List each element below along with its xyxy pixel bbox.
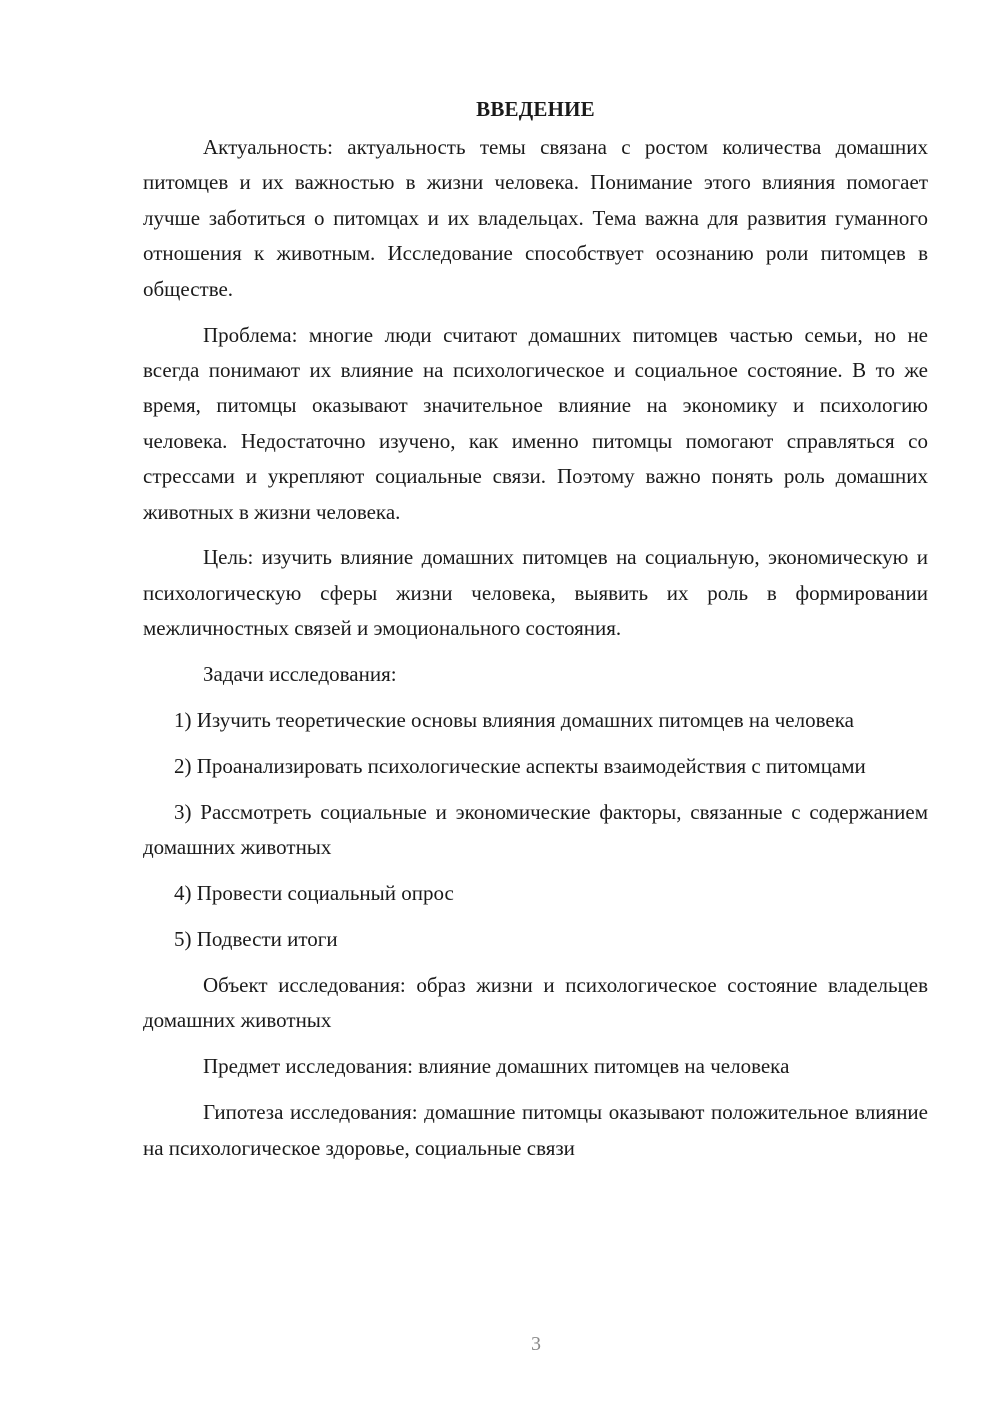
task-item-4: 4) Провести социальный опрос (174, 881, 454, 906)
page-number: 3 (531, 1333, 541, 1355)
paragraph-problem: Проблема: многие люди считают домашних питомцев частью семьи, но не всегда понимают их влияние на психологическое и социальное состояние. В то же время, питомцы оказывают значительное влияние на экономику и психологию человека. Недостаточно изучено, как именно питомцы помогают справляться со стрессами и укрепляют социальные связи. Поэтому важно понять роль домашних животных в жизни человека. (143, 322, 928, 524)
paragraph-tasks-title: Задачи исследования: (203, 662, 397, 687)
section-heading: ВВЕДЕНИЕ (476, 97, 595, 121)
paragraph-object: Объект исследования: образ жизни и психологическое состояние владельцев домашних животных (143, 973, 928, 1033)
task-item-5: 5) Подвести итоги (174, 927, 338, 952)
task-item-2: 2) Проанализировать психологические аспекты взаимодействия с питомцами (174, 754, 866, 778)
paragraph-relevance: Актуальность: актуальность темы связана с ростом количества домашних питомцев и их важностью в жизни человека. Понимание этого влияния помогает лучше заботиться о питомцах и их владельцах. Тема важна для развития гуманного отношения к животным. Исследование способствует осознанию роли питомцев в обществе. (143, 135, 928, 301)
task-item-3: 3) Рассмотреть социальные и экономические факторы, связанные с содержанием домашних животных (143, 799, 928, 860)
document-page (143, 92, 928, 1166)
task-item-1: 1) Изучить теоретические основы влияния домашних питомцев на человека (174, 708, 854, 733)
paragraph-goal: Цель: изучить влияние домашних питомцев на социальную, экономическую и психологическую сферы жизни человека, выявить их роль в формировании межличностных связей и эмоционального состояния. (143, 545, 928, 641)
paragraph-hypothesis: Гипотеза исследования: домашние питомцы оказывают положительное влияние на психологическое здоровье, социальные связи (143, 1100, 928, 1160)
paragraph-subject: Предмет исследования: влияние домашних питомцев на человека (203, 1054, 790, 1079)
